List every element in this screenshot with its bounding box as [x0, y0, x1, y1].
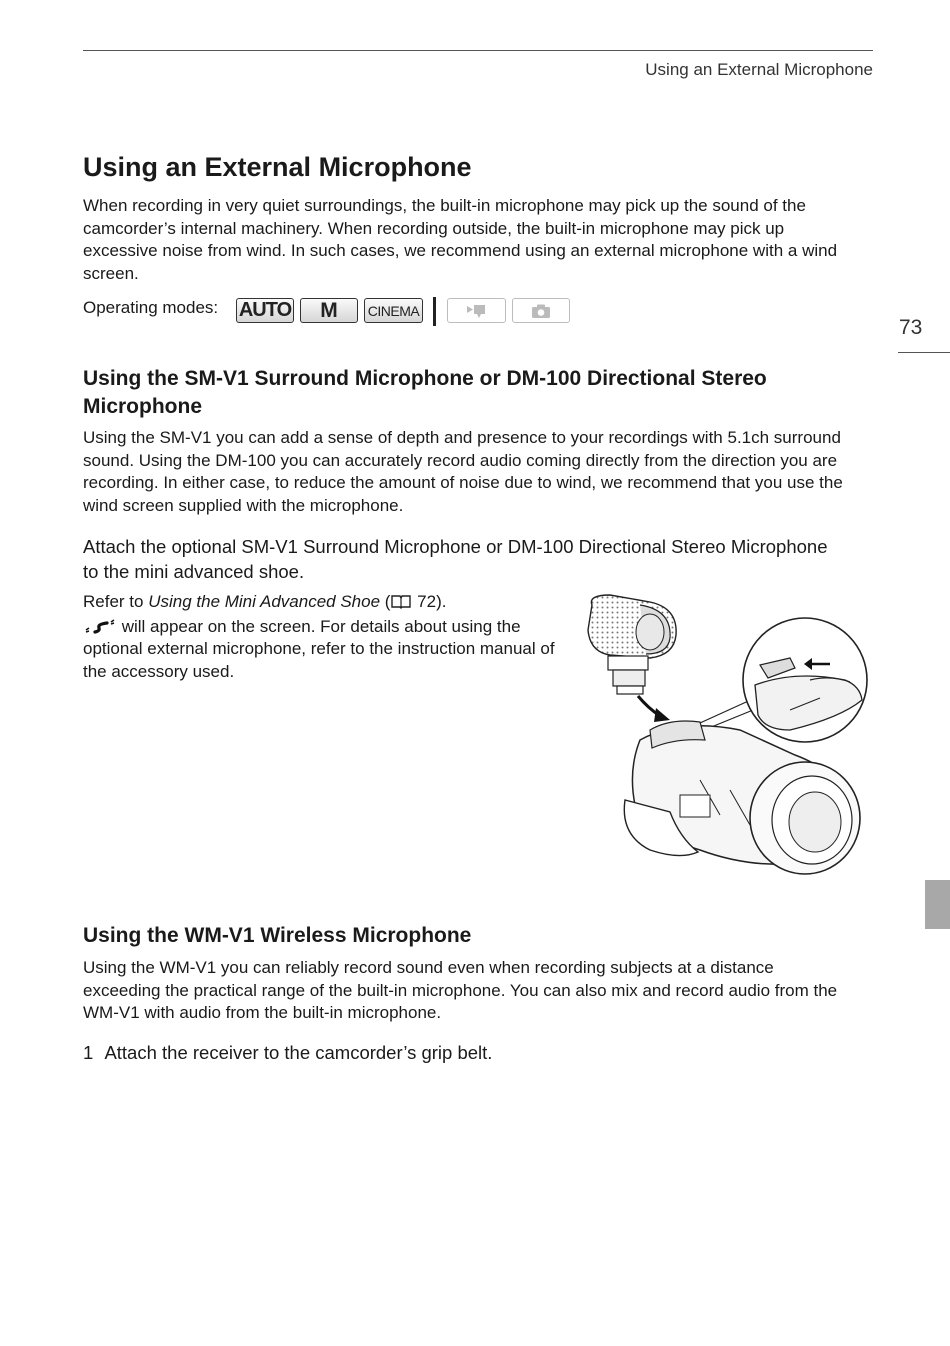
section2-paragraph [83, 957, 883, 1025]
details-line [83, 616, 583, 639]
paragraph-line: recording. In either case, to reduce the amount of noise due to wind, we recommend that you use the [83, 473, 843, 493]
paragraph-line: Using the WM-V1 you can reliably record sound even when recording subjects at a distance [83, 958, 774, 977]
refer-paren: ( [380, 592, 391, 611]
camera-icon [530, 303, 552, 319]
intro-line: camcorder’s internal machinery. When recording outside, the built-in microphone may pick up [83, 218, 785, 238]
intro-line: screen. [83, 264, 139, 284]
page-number: 73 [899, 316, 923, 339]
video-playback-mode-badge [447, 298, 506, 323]
photo-playback-mode-badge [512, 298, 570, 323]
zoom-callout-drawing [743, 618, 867, 742]
mode-separator [433, 297, 436, 326]
refer-link-title: Using the Mini Advanced Shoe [148, 592, 381, 611]
running-header: Using an External Microphone [645, 60, 873, 79]
section-heading-wm-v1: Using the WM-V1 Wireless Microphone [83, 924, 472, 947]
header-rule [83, 50, 873, 51]
paragraph-line: exceeding the practical range of the built-in microphone. You can also mix and record audio from the [83, 980, 838, 1000]
step-text: Attach the receiver to the camcorder’s grip belt. [104, 1042, 493, 1063]
section-thumb-tab [925, 880, 950, 929]
step-1 [83, 1041, 492, 1066]
section-heading-sm-v1 [83, 365, 767, 421]
mode-manual-label: M [320, 298, 338, 322]
refer-paragraph [83, 591, 583, 684]
paragraph-line: wind screen supplied with the microphone. [83, 496, 404, 516]
attach-instruction [83, 535, 883, 584]
operating-modes-label: Operating modes: [83, 298, 219, 317]
details-text: will appear on the screen. For details about using the [117, 616, 521, 636]
paragraph-line: sound. Using the DM-100 you can accurately record audio coming directly from the direction you are [83, 450, 838, 470]
microphone-drawing [588, 595, 676, 694]
refer-line [83, 591, 583, 614]
external-mic-icon [83, 619, 117, 635]
details-line: optional external microphone, refer to the instruction manual of [83, 639, 555, 659]
heading-line: Using the SM-V1 Surround Microphone or DM-100 Directional Stereo [83, 367, 767, 390]
refer-prefix: Refer to [83, 592, 149, 611]
mode-auto-label: AUTO [238, 299, 292, 321]
instruction-line: to the mini advanced shoe. [83, 560, 305, 582]
intro-line: When recording in very quiet surroundings, the built-in microphone may pick up the sound of the [83, 196, 806, 215]
refer-page: 72). [412, 592, 447, 611]
page-title: Using an External Microphone [83, 152, 472, 182]
step-number: 1 [83, 1042, 94, 1063]
details-line: the accessory used. [83, 662, 235, 682]
heading-line: Microphone [83, 395, 202, 418]
mode-cinema-badge [364, 298, 423, 323]
camcorder-microphone-illustration [580, 590, 875, 880]
book-icon [390, 593, 412, 609]
paragraph-line: WM-V1 with audio from the built-in microphone. [83, 1003, 442, 1023]
video-playback-icon [465, 303, 489, 319]
mode-cinema-label: CINEMA [367, 302, 420, 319]
section1-paragraph [83, 427, 883, 518]
mode-manual-badge [300, 298, 358, 323]
paragraph-line: Using the SM-V1 you can add a sense of depth and presence to your recordings with 5.1ch surround [83, 428, 841, 447]
mode-auto-badge [236, 298, 294, 323]
camcorder-drawing [624, 721, 860, 874]
page-number-rule [898, 352, 950, 353]
intro-line: excessive noise from wind. In such cases, we recommend using an external microphone with a wind [83, 241, 838, 261]
instruction-line: Attach the optional SM-V1 Surround Microphone or DM-100 Directional Stereo Microphone [83, 536, 828, 557]
intro-paragraph [83, 195, 883, 286]
